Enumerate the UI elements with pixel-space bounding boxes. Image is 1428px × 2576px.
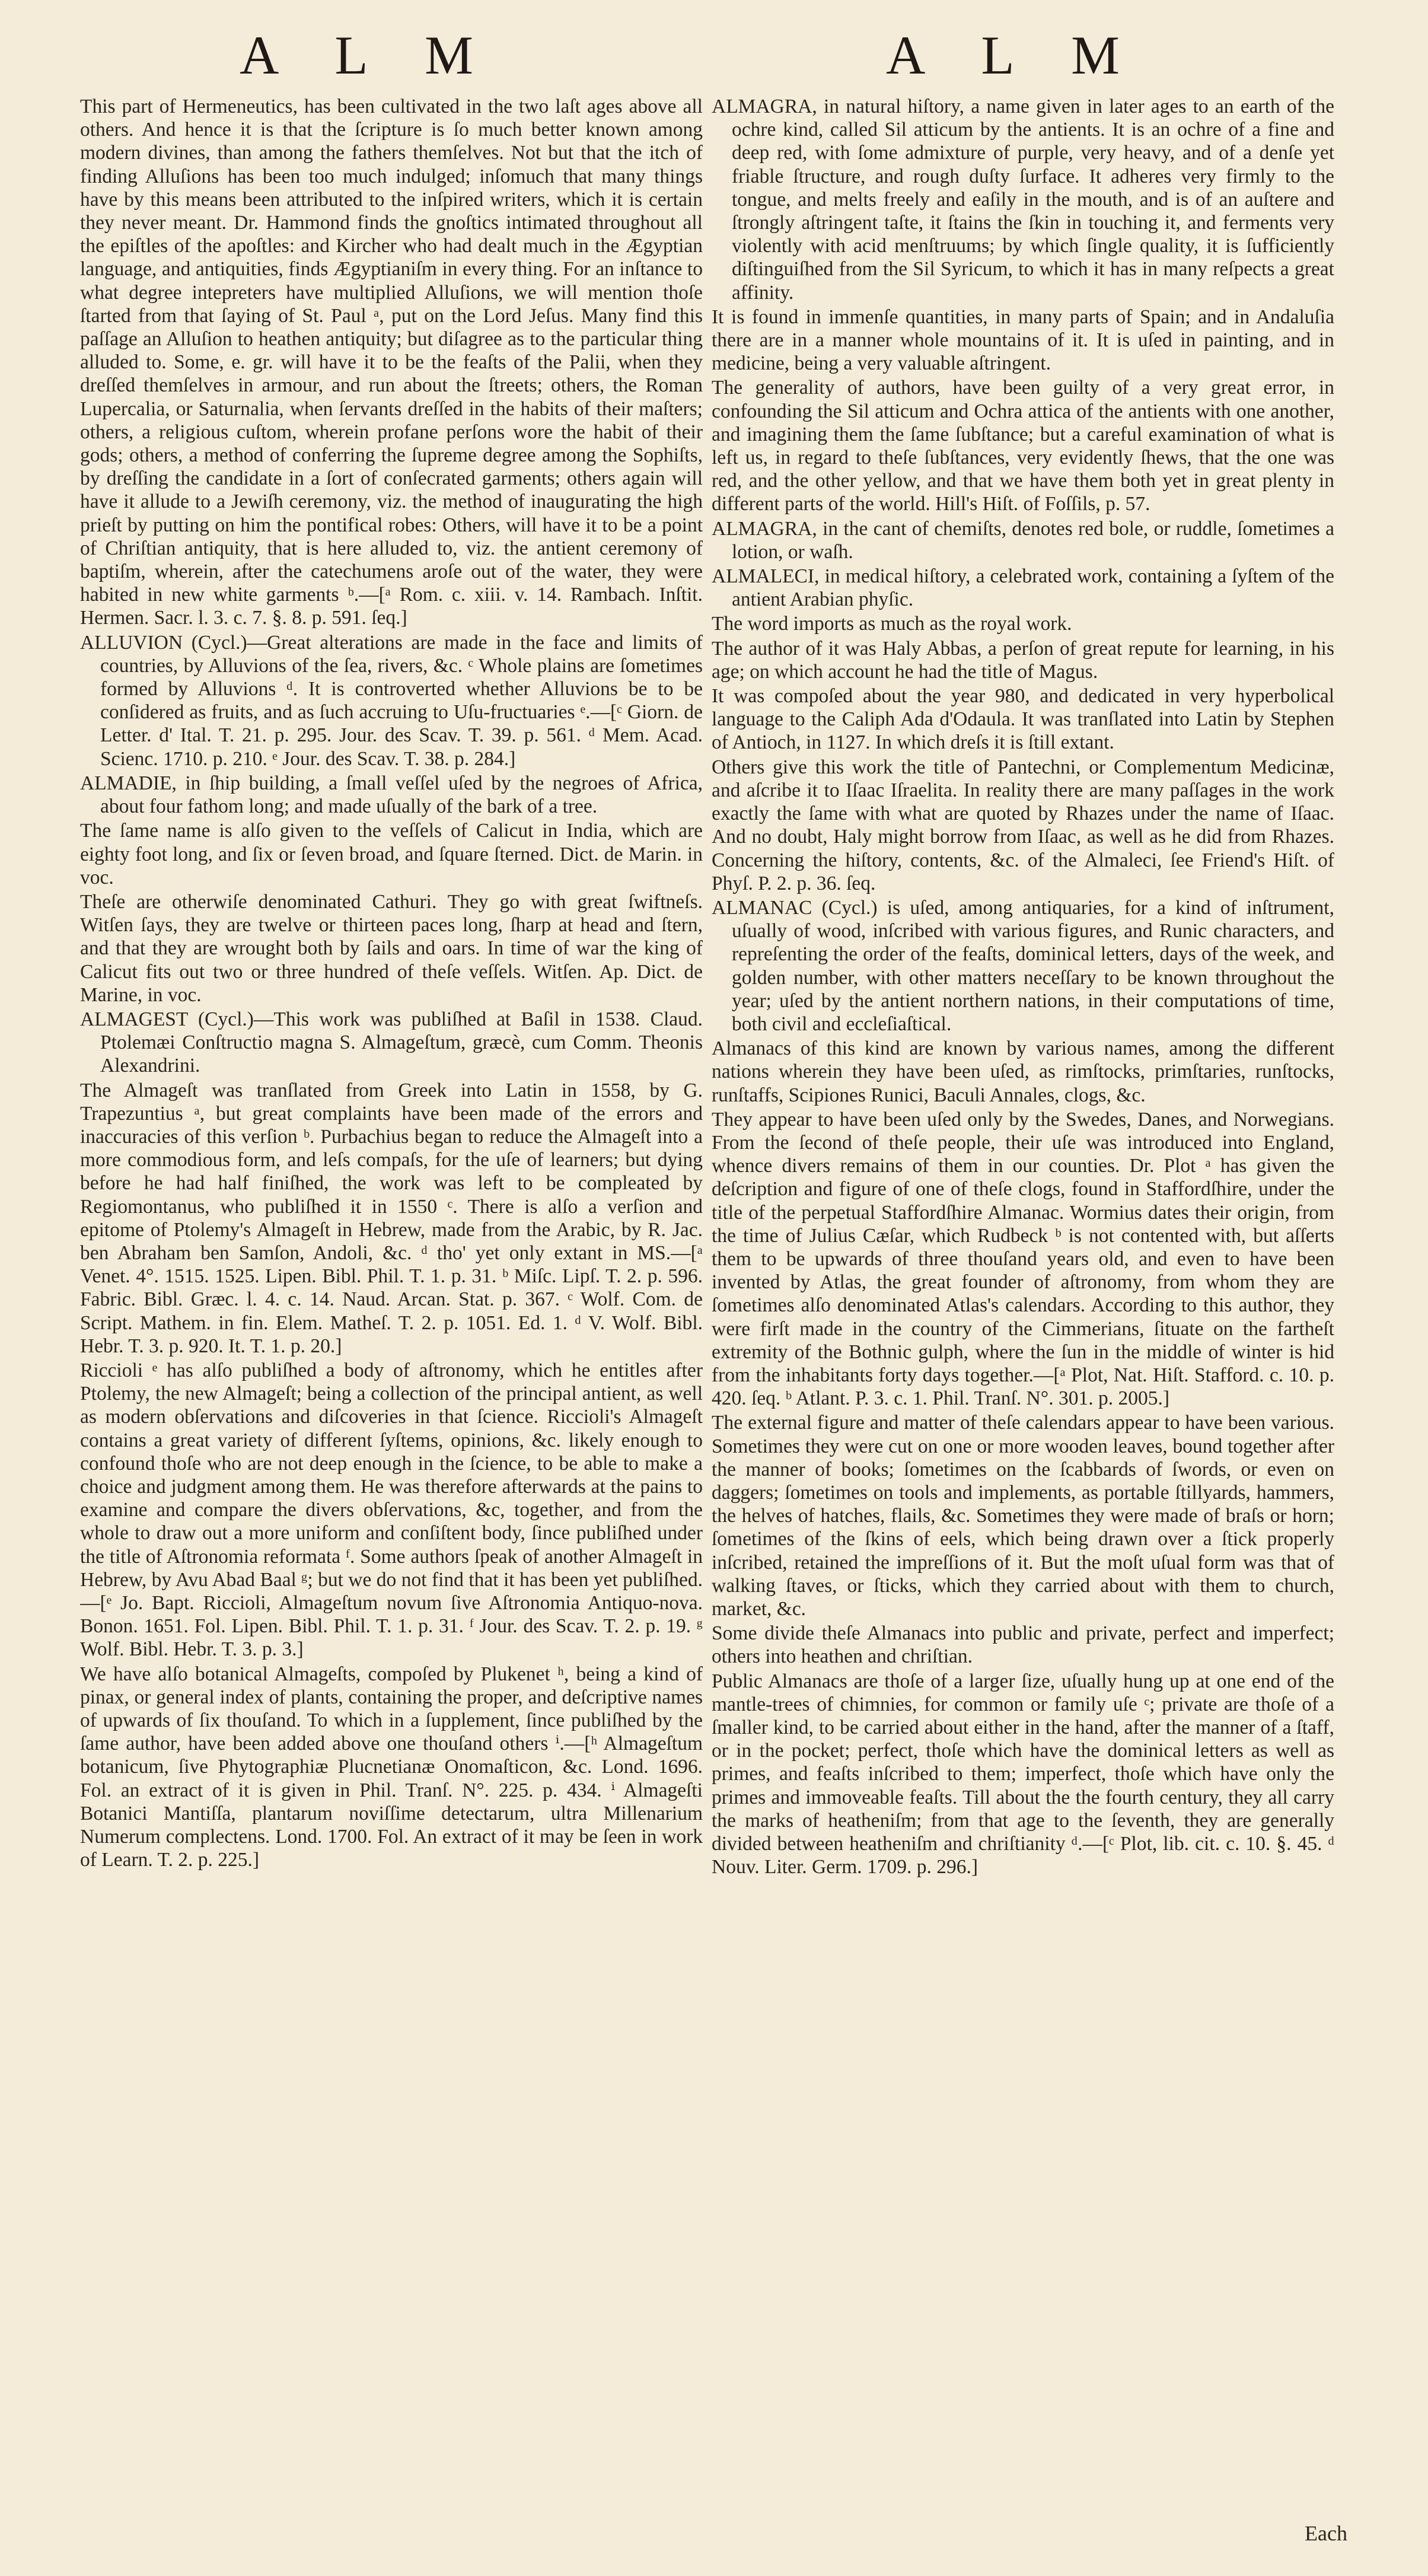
dictionary-entry: ALMAGRA, in the cant of chemiſts, denotes red bole, or ruddle, ſometimes a lotion, or waſh. <box>712 517 1334 563</box>
left-column <box>80 95 703 2503</box>
paragraph: They appear to have been uſed only by the Swedes, Danes, and Norwegians. From the ſecond of theſe people, their uſe was introduced into England, whence divers remains of them in our counties. Dr. Plot ᵃ has given the deſcription and figure of one of theſe clogs, found in Staffordſhire, under the title of the perpetual Staffordſhire Almanac. Wormius dates their origin, from the time of Julius Cæſar, which Rudbeck ᵇ is not contented with, but aſſerts them to be upwards of three thouſand years old, and even to have been invented by Atlas, the great founder of aſtronomy, from whom they are ſometimes alſo denominated Atlas's calendars. According to this author, they were firſt made in the country of the Cimmerians, ſituate on the fartheſt extremity of the Bothnic gulph, where the ſun in the middle of winter is hid from the inhabitants forty days together.—[ᵃ Plot, Nat. Hiſt. Stafford. c. 10. p. 420. ſeq. ᵇ Atlant. P. 3. c. 1. Phil. Tranſ. N°. 301. p. 2005.] <box>712 1108 1334 1410</box>
paragraph: Public Almanacs are thoſe of a larger ſize, uſually hung up at one end of the mantle-trees of chimnies, for common or family uſe ᶜ; private are thoſe of a ſmaller kind, to be carried about either in the hand, after the manner of a ſtaff, or in the pocket; perfect, thoſe which have the dominical letters as well as primes, and feaſts inſcribed to them; imperfect, thoſe which have only the primes and immoveable feaſts. Till about the the fourth century, they all carry the marks of heatheniſm; from that age to the ſeventh, they are generally divided between heatheniſm and chriſtianity ᵈ.—[ᶜ Plot, lib. cit. c. 10. §. 45. ᵈ Nouv. Liter. Germ. 1709. p. 296.] <box>712 1670 1334 1878</box>
paragraph: It is found in immenſe quantities, in many parts of Spain; and in Andaluſia there are in a manner whole mountains of it. It is uſed in painting, and in medicine, being a very valuable aſtringent. <box>712 305 1334 375</box>
right-column <box>712 95 1334 2503</box>
dictionary-entry: ALMADIE, in ſhip building, a ſmall veſſel uſed by the negroes of Africa, about four fathom long; and made uſually of the bark of a tree. <box>80 772 703 818</box>
dictionary-entry: ALMAGRA, in natural hiſtory, a name given in later ages to an earth of the ochre kind, called Sil atticum by the antients. It is an ochre of a fine and deep red, with ſome admixture of purple, very heavy, and of a denſe yet friable ſtructure, and rough duſty ſurface. It adheres very firmly to the tongue, and melts freely and eaſily in the mouth, and is of an auſtere and ſtrongly aſtringent taſte, it ſtains the ſkin in touching it, and ferments very violently with acid menſtruums; by which ſingle quality, it is ſufficiently diſtinguiſhed from the Sil Syricum, to which it has in many reſpects a great affinity. <box>712 95 1334 304</box>
dictionary-entry: ALLUVION (Cycl.)—Great alterations are made in the face and limits of countries, by Alluvions of the ſea, rivers, &c. ᶜ Whole plains are ſometimes formed by Alluvions ᵈ. It is controverted whether Alluvions be to be conſidered as fruits, and as ſuch accruing to Uſu-fructuaries ᵉ.—[ᶜ Giorn. de Letter. d' Ital. T. 21. p. 295. Jour. des Scav. T. 39. p. 561. ᵈ Mem. Acad. Scienc. 1710. p. 210. ᵉ Jour. des Scav. T. 38. p. 284.] <box>80 631 703 770</box>
paragraph: Some divide theſe Almanacs into public and private, perfect and imperfect; others into heathen and chriſtian. <box>712 1622 1334 1668</box>
paragraph: This part of Hermeneutics, has been cultivated in the two laſt ages above all others. And hence it is that the ſcripture is ſo much better known among modern divines, than among the fathers themſelves. Not but that the itch of finding Alluſions has been too much indulged; inſomuch that many things have by this means been attributed to the inſpired writers, which it is certain they never meant. Dr. Hammond finds the gnoſtics intimated throughout all the epiſtles of the apoſtles: and Kircher who had dealt much in the Ægyptian language, and antiquities, finds Ægyptianiſm in every thing. For an inſtance to what degree intepreters have multiplied Alluſions, we will mention thoſe ſtarted from that ſaying of St. Paul ᵃ, put on the Lord Jeſus. Many find this paſſage an Alluſion to heathen antiquity; but diſagree as to the particular thing alluded to. Some, e. gr. will have it to be the feaſts of the Palii, when they dreſſed themſelves in armour, and run about the ſtreets; others, the Roman Lupercalia, or Saturnalia, when ſervants dreſſed in the habits of their maſters; others, a religious cuſtom, wherein profane perſons wore the habit of their gods; others, a method of conferring the ſupreme degree among the Sophiſts, by dreſſing the candidate in a ſort of conſecrated garments; others again will have it allude to a Jewiſh ceremony, viz. the method of inaugurating the high prieſt by putting on him the pontifical robes: Others, will have it to be a point of Chriſtian antiquity, that is here alluded to, viz. the antient ceremony of baptiſm, wherein, after the catechumens aroſe out of the water, they were habited in new white garments ᵇ.—[ᵃ Rom. c. xiii. v. 14. Rambach. Inſtit. Hermen. Sacr. l. 3. c. 7. §. 8. p. 591. ſeq.] <box>80 95 703 629</box>
running-head-right: A L M <box>886 25 1142 85</box>
paragraph: It was compoſed about the year 980, and dedicated in very hyperbolical language to the Caliph Ada d'Odaula. It was tranſlated into Latin by Stephen of Antioch, in 1127. In which dreſs it is ſtill extant. <box>712 685 1334 754</box>
paragraph: The generality of authors, have been guilty of a very great error, in confounding the Sil atticum and Ochra attica of the antients with one another, and imagining them the ſame ſubſtance; but a careful examination of what is left us, in regard to theſe ſubſtances, very evidently ſhews, that the one was red, and the other yellow, and that we have them both yet in great plenty in different parts of the world. Hill's Hiſt. of Foſſils, p. 57. <box>712 377 1334 515</box>
paragraph: The author of it was Haly Abbas, a perſon of great repute for learning, in his age; on which account he had the title of Magus. <box>712 637 1334 683</box>
paragraph: The external figure and matter of theſe calendars appear to have been various. Sometimes they were cut on one or more wooden leaves, bound together after the manner of books; ſometimes on the ſcabbards of ſwords, or even on daggers; ſometimes on tools and implements, as portable ſtillyards, hammers, the helves of hatches, flails, &c. Sometimes they were made of braſs or horn; ſometimes of the ſkins of eels, which being drawn over a ſtick properly inſcribed, retained the impreſſions of it. But the moſt uſual form was that of walking ſtaves, or ſticks, which they carried about with them to church, market, &c. <box>712 1412 1334 1620</box>
dictionary-entry: ALMANAC (Cycl.) is uſed, among antiquaries, for a kind of inſtrument, uſually of wood, inſcribed with various figures, and Runic characters, and repreſenting the order of the feaſts, dominical letters, days of the week, and golden number, with other matters neceſſary to be known throughout the year; uſed by the antient northern nations, in their computations of time, both civil and eccleſiaſtical. <box>712 896 1334 1035</box>
paragraph: We have alſo botanical Almageſts, compoſed by Plukenet ʰ, being a kind of pinax, or general index of plants, containing the proper, and deſcriptive names of upwards of ſix thouſand. To which in a ſupplement, ſince publiſhed by the ſame author, have been added above one thouſand others ⁱ.—[ʰ Almageſtum botanicum, ſive Phytographiæ Plucnetianæ Onomaſticon, &c. Lond. 1696. Fol. an extract of it is given in Phil. Tranſ. N°. 225. p. 434. ⁱ Almageſti Botanici Mantiſſa, plantarum noviſſime detectarum, ultra Millenarium Numerum complectens. Lond. 1700. Fol. An extract of it may be ſeen in work of Learn. T. 2. p. 225.] <box>80 1663 703 1871</box>
paragraph: Riccioli ᵉ has alſo publiſhed a body of aſtronomy, which he entitles after Ptolemy, the new Almageſt; being a collection of the principal antient, as well as modern obſervations and diſcoveries in that ſcience. Riccioli's Almageſt contains a great variety of different ſyſtems, opinions, &c. likely enough to confound thoſe who are not deep enough in the ſcience, to be able to make a choice and judgment among them. He was therefore afterwards at the pains to examine and compare the divers obſervations, &c, together, and from the whole to draw out a more uniform and conſiſtent body, ſince publiſhed under the title of Aſtronomia reformata ᶠ. Some authors ſpeak of another Almageſt in Hebrew, by Avu Abad Baal ᵍ; but we do not find that it has been yet publiſhed.—[ᵉ Jo. Bapt. Riccioli, Almageſtum novum ſive Aſtronomia Antiquo-nova. Bonon. 1651. Fol. Lipen. Bibl. Phil. T. 1. p. 31. ᶠ Jour. des Scav. T. 2. p. 19. ᵍ Wolf. Bibl. Hebr. T. 3. p. 3.] <box>80 1359 703 1661</box>
paragraph: Others give this work the title of Pantechni, or Complementum Medicinæ, and aſcribe it to Iſaac Iſraelita. In reality there are many paſſages in the work exactly the ſame with what are quoted by Rhazes under the name of Iſaac. And no doubt, Haly might borrow from Iſaac, as well as he did from Rhazes. Concerning the hiſtory, contents, &c. of the Almaleci, ſee Friend's Hiſt. of Phyſ. P. 2. p. 36. ſeq. <box>712 756 1334 894</box>
catchword: Each <box>1305 2521 1347 2545</box>
running-head-left: A L M <box>240 25 496 85</box>
dictionary-entry: ALMALECI, in medical hiſtory, a celebrated work, containing a ſyſtem of the antient Arabian phyſic. <box>712 565 1334 611</box>
paragraph: The ſame name is alſo given to the veſſels of Calicut in India, which are eighty foot long, and ſix or ſeven broad, and ſquare ſterned. Dict. de Marin. in voc. <box>80 820 703 889</box>
paragraph: The word imports as much as the royal work. <box>712 613 1072 635</box>
paragraph: Almanacs of this kind are known by various names, among the different nations wherein they have been uſed, as rimſtocks, primſtaries, runſtocks, runſtaffs, Scipiones Runici, Baculi Annales, clogs, &c. <box>712 1037 1334 1106</box>
paragraph: Theſe are otherwiſe denominated Cathuri. They go with great ſwiftneſs. Witſen ſays, they are twelve or thirteen paces long, ſharp at head and ſtern, and that they are wrought both by ſails and oars. In time of war the king of Calicut fits out two or three hundred of theſe veſſels. Witſen. Ap. Dict. de Marine, in voc. <box>80 890 703 1006</box>
paragraph: The Almageſt was tranſlated from Greek into Latin in 1558, by G. Trapezuntius ᵃ, but great complaints have been made of the errors and inaccuracies of this verſion ᵇ. Purbachius began to reduce the Almageſt into a more commodious form, and leſs compaſs, for the uſe of learners; but dying before he had half finiſhed, the work was left to be compleated by Regiomontanus, who publiſhed it in 1550 ᶜ. There is alſo a verſion and epitome of Ptolemy's Almageſt in Hebrew, made from the Arabic, by R. Jac. ben Abraham ben Samſon, Andoli, &c. ᵈ tho' yet only extant in MS.—[ᵃ Venet. 4°. 1515. 1525. Lipen. Bibl. Phil. T. 1. p. 31. ᵇ Miſc. Lipſ. T. 2. p. 596. Fabric. Bibl. Græc. l. 4. c. 14. Naud. Arcan. Stat. p. 367. ᶜ Wolf. Com. de Script. Mathem. in fin. Elem. Matheſ. T. 2. p. 1051. Ed. 1. ᵈ V. Wolf. Bibl. Hebr. T. 3. p. 920. It. T. 1. p. 20.] <box>80 1079 703 1357</box>
dictionary-entry: ALMAGEST (Cycl.)—This work was publiſhed at Baſil in 1538. Claud. Ptolemæi Conſtructio magna S. Almageſtum, græcè, cum Comm. Theonis Alexandrini. <box>80 1008 703 1077</box>
